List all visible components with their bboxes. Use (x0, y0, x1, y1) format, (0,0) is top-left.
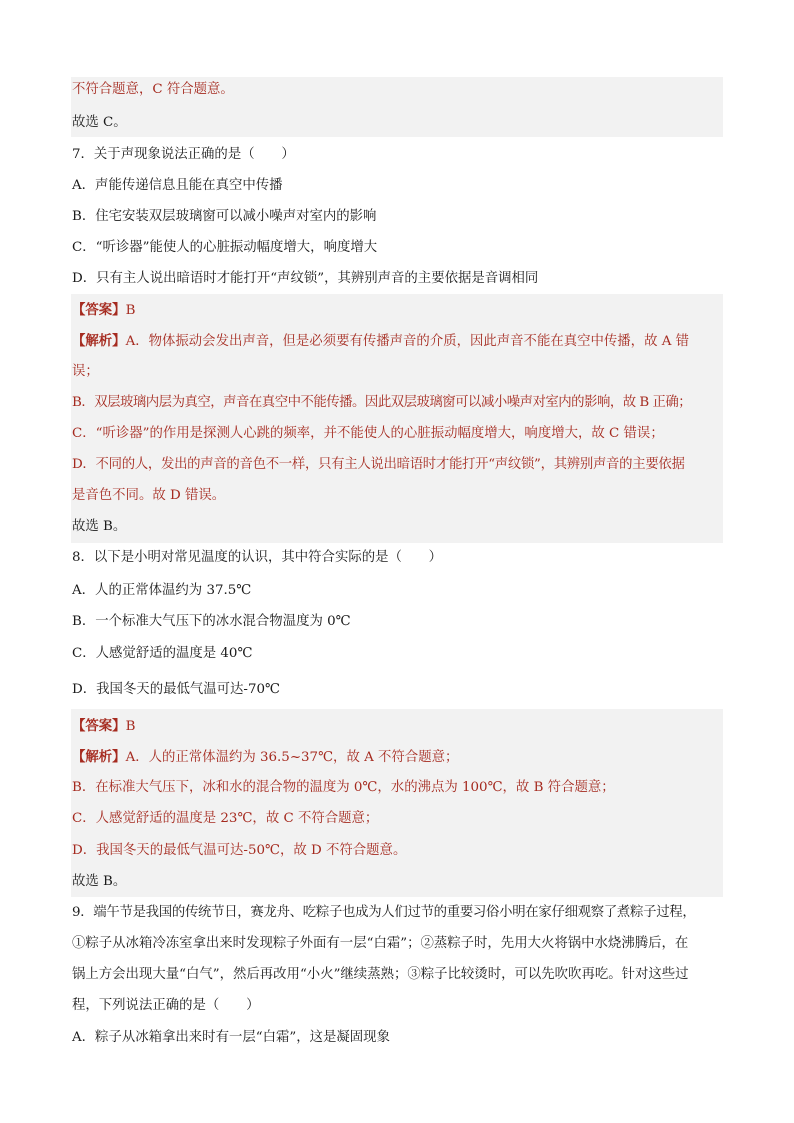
analysis-tag: 【解析】 (72, 333, 126, 349)
answer-tag: 【答案】 (72, 302, 126, 318)
q9-stem-line-4: 程，下列说法正确的是（ ） (72, 998, 260, 1013)
q7-analysis-line-5: D．不同的人，发出的声音的音色不一样，只有主人说出暗语时才能打开“声纹锁”，其辨别声音的主要依据 (72, 457, 685, 472)
q7-option-a: A．声能传递信息且能在真空中传播 (72, 178, 283, 193)
q7-analysis-line-6: 是音色不同。故 D 错误。 (72, 488, 226, 503)
q8-answer (72, 716, 135, 737)
q7-option-d: D．只有主人说出暗语时才能打开“声纹锁”，其辨别声音的主要依据是音调相同 (72, 271, 539, 286)
q7-conclusion: 故选 B。 (72, 519, 127, 534)
q8-analysis-line-3: C．人感觉舒适的温度是 23℃，故 C 不符合题意； (72, 811, 379, 826)
q8-option-d: D．我国冬天的最低气温可达-70℃ (72, 682, 280, 697)
q7-option-c: C．“听诊器”能使人的心脏振动幅度增大，响度增大 (72, 240, 378, 255)
q8-option-b: B．一个标准大气压下的冰水混合物温度为 0℃ (72, 614, 351, 629)
q7-analysis-line-1 (72, 331, 689, 352)
q7-analysis-line-2: 误； (72, 364, 99, 379)
q7-answer (72, 300, 135, 321)
q8-answer-block (71, 709, 723, 897)
q8-conclusion: 故选 B。 (72, 874, 127, 889)
q9-option-a: A．粽子从冰箱拿出来时有一层“白霜”，这是凝固现象 (72, 1030, 390, 1045)
prev-explanation-tail: 不符合题意，C 符合题意。 (72, 82, 234, 97)
q7-stem: 7．关于声现象说法正确的是（ ） (72, 147, 295, 162)
q8-analysis-line-1 (72, 747, 458, 768)
answer-value: B (125, 719, 136, 734)
answer-tag: 【答案】 (72, 718, 126, 734)
q9-stem-line-1: 9．端午节是我国的传统节日，赛龙舟、吃粽子也成为人们过节的重要习俗小明在家仔细观察了煮粽子过程， (72, 905, 696, 920)
answer-value: B (125, 303, 136, 318)
prev-conclusion: 故选 C。 (72, 115, 127, 130)
q7-analysis-line-4: C．“听诊器”的作用是探测人心跳的频率，并不能使人的心脏振动幅度增大，响度增大，故 C 错误； (72, 426, 664, 441)
q9-stem-line-3: 锅上方会出现大量“白气”，然后再改用“小火”继续蒸熟；③粽子比较烫时，可以先吹吹再吃。针对这些过 (72, 967, 689, 982)
q8-option-c: C．人感觉舒适的温度是 40℃ (72, 646, 253, 661)
q8-analysis-line-4: D．我国冬天的最低气温可达-50℃，故 D 不符合题意。 (72, 843, 407, 858)
q9-stem-line-2: ①粽子从冰箱冷冻室拿出来时发现粽子外面有一层“白霜”；②蒸粽子时，先用大火将锅中水烧沸腾后，在 (72, 936, 689, 951)
analysis-text: A．人的正常体温约为 36.5~37℃，故 A 不符合题意； (125, 750, 459, 765)
q8-stem: 8．以下是小明对常见温度的认识，其中符合实际的是（ ） (72, 550, 443, 565)
analysis-text: A．物体振动会发出声音，但是必须要有传播声音的介质，因此声音不能在真空中传播，故 A 错 (125, 334, 690, 349)
q8-option-a: A．人的正常体温约为 37.5℃ (72, 583, 252, 598)
q8-analysis-line-2: B．在标准大气压下，冰和水的混合物的温度为 0℃，水的沸点为 100℃，故 B 符合题意； (72, 780, 615, 795)
q7-option-b: B．住宅安装双层玻璃窗可以减小噪声对室内的影响 (72, 209, 377, 224)
analysis-tag: 【解析】 (72, 749, 126, 765)
q7-analysis-line-3: B．双层玻璃内层为真空，声音在真空中不能传播。因此双层玻璃窗可以减小噪声对室内的影响，故 B 正确； (72, 395, 692, 410)
